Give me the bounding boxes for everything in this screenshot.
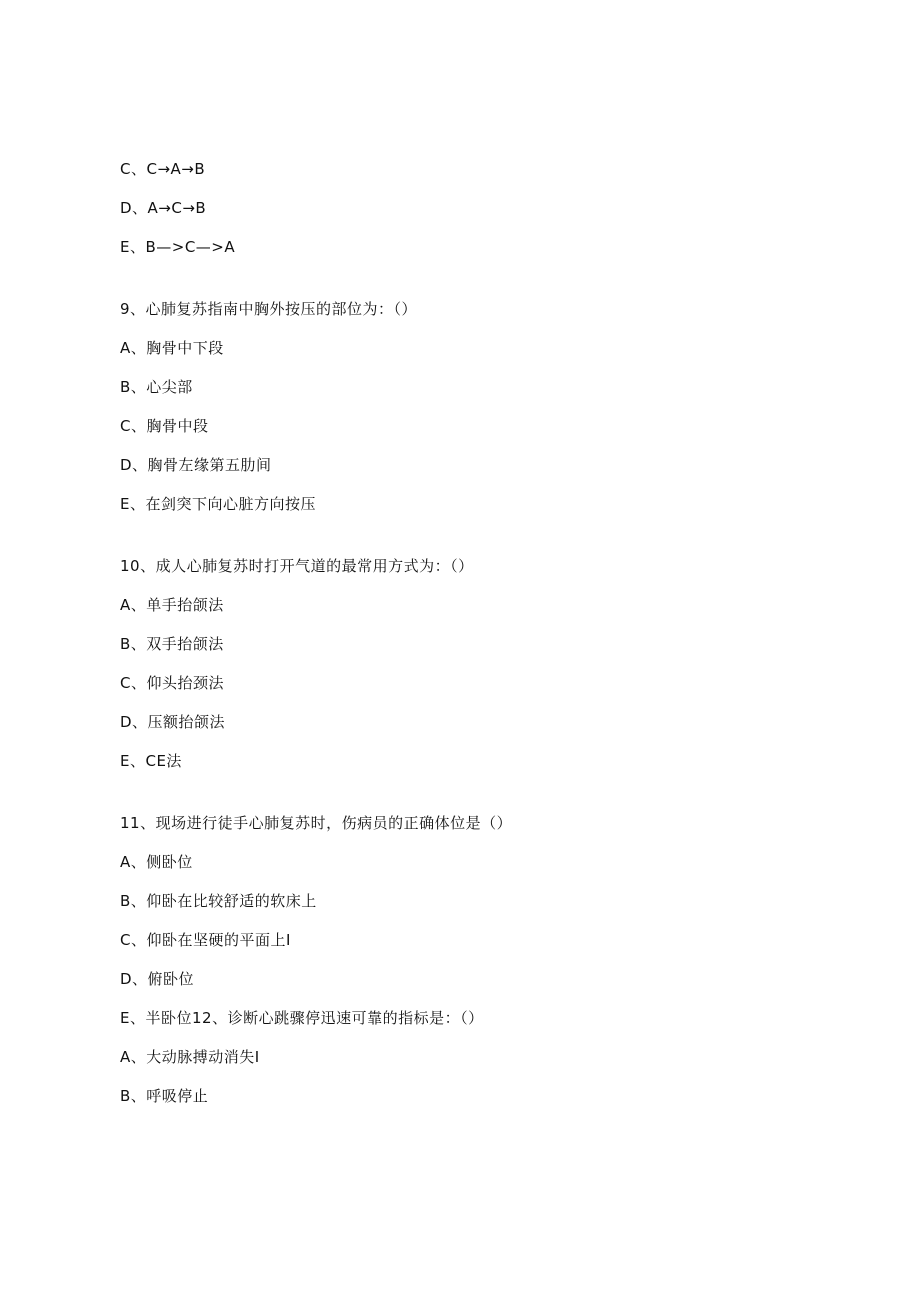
option-line: B、呼吸停止 [120, 1087, 209, 1105]
option-line: B、双手抬颌法 [120, 635, 224, 653]
option-line: B、仰卧在比较舒适的软床上 [120, 892, 317, 910]
question-line: 10、成人心肺复苏时打开气道的最常用方式为：（） [120, 557, 474, 575]
option-line: C、仰卧在坚硬的平面上I [120, 931, 291, 949]
option-line: E、半卧位12、诊断心跳骤停迅速可靠的指标是：（） [120, 1009, 484, 1027]
question-line: 11、现场进行徒手心肺复苏时，伤病员的正确体位是（） [120, 814, 513, 832]
question-line: 9、心肺复苏指南中胸外按压的部位为：（） [120, 300, 418, 318]
option-line: E、B—>C—>A [120, 238, 236, 256]
option-line: E、在剑突下向心脏方向按压 [120, 495, 316, 513]
option-line: C、C→A→B [120, 160, 206, 178]
option-line: C、仰头抬颈法 [120, 674, 224, 692]
option-line: B、心尖部 [120, 378, 193, 396]
option-line: C、胸骨中段 [120, 417, 209, 435]
option-line: D、压额抬颌法 [120, 713, 226, 731]
option-line: E、CE法 [120, 752, 182, 770]
option-line: D、胸骨左缘第五肋间 [120, 456, 272, 474]
option-line: A、单手抬颌法 [120, 596, 224, 614]
option-line: A、胸骨中下段 [120, 339, 224, 357]
option-line: A、侧卧位 [120, 853, 193, 871]
option-line: D、A→C→B [120, 199, 207, 217]
option-line: A、大动脉搏动消失I [120, 1048, 260, 1066]
option-line: D、俯卧位 [120, 970, 195, 988]
